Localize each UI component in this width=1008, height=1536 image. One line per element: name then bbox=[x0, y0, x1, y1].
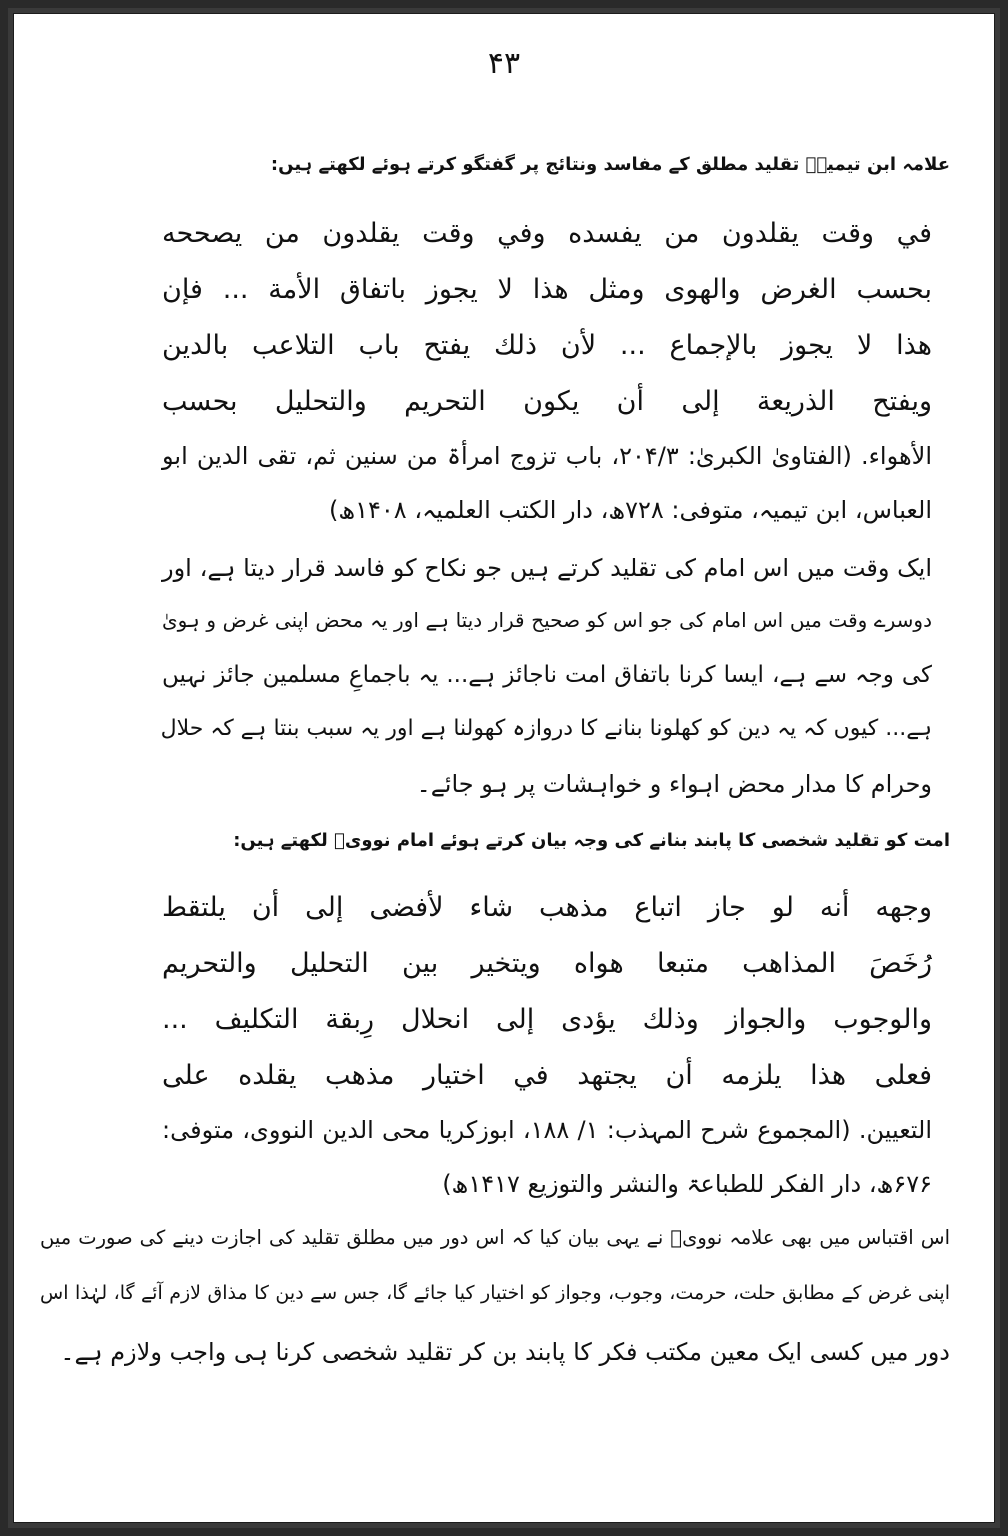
conclusion-line: اپنی غرض کے مطابق حلت، حرمت، وجوب، وجواز کو اختیار کیا جائے گا، جس سے دین کا مذاق لازم آئے گا، لہٰذا اس bbox=[40, 1282, 950, 1304]
conclusion-line: دور میں کسی ایک معین مکتب فکر کا پابند بن کر تقلید شخصی کرنا ہی واجب ولازم ہے۔ bbox=[60, 1338, 950, 1366]
page-number: ۴۳ bbox=[487, 46, 521, 81]
arabic-quote-line: ويفتح الذريعة إلى أن يكون التحريم والتحليل بحسب bbox=[162, 386, 932, 417]
arabic-quote-line: في وقت يقلدون من يفسده وفي وقت يقلدون من يصححه bbox=[162, 218, 932, 249]
citation-line: العباس، ابن تیمیہ، متوفی: ۷۲۸ھ، دار الکتب العلمیہ، ۱۴۰۸ھ) bbox=[329, 496, 932, 524]
arabic-quote-line: هذا لا يجوز بالإجماع ... لأن ذلك يفتح باب التلاعب بالدين bbox=[162, 330, 932, 361]
translation-line: ہے... کیوں کہ یہ دین کو کھلونا بنانے کا دروازہ کھولنا ہے اور یہ سبب بنتا ہے کہ حلال bbox=[160, 716, 932, 741]
arabic-quote-line: فعلى هذا يلزمه أن يجتهد في اختيار مذهب يقلده على bbox=[162, 1060, 932, 1091]
translation-line: وحرام کا مدار محض اہواء و خواہشات پر ہو جائے۔ bbox=[416, 770, 932, 798]
arabic-quote-line: والوجوب والجواز وذلك يؤدى إلى انحلال رِبقة التكليف ... bbox=[162, 1004, 932, 1035]
translation-line: ایک وقت میں اس امام کی تقلید کرتے ہیں جو نکاح کو فاسد قرار دیتا ہے، اور bbox=[162, 554, 932, 582]
citation-line: الأهواء. (الفتاویٰ الکبریٰ: ۲۰۴/۳، باب تزوج امرأۃ من سنین ثم، تقی الدین ابو bbox=[162, 442, 932, 470]
citation-line: ۶۷۶ھ، دار الفکر للطباعۃ والنشر والتوزیع ۱۴۱۷ھ) bbox=[442, 1170, 932, 1198]
citation-line: التعيين. (المجموع شرح المہذب: ۱/ ۱۸۸، ابوزکریا محی الدین النووی، متوفی: bbox=[162, 1116, 932, 1144]
translation-line: کی وجہ سے ہے، ایسا کرنا باتفاق امت ناجائز ہے... یہ باجماعِ مسلمین جائز نہیں bbox=[162, 662, 932, 688]
book-page bbox=[14, 14, 994, 1522]
arabic-quote-line: رُخَصَ المذاهب متبعا هواه ويتخير بين التحليل والتحريم bbox=[162, 948, 932, 979]
intro-imam-nawawi: امت کو تقلید شخصی کا پابند بنانے کی وجہ بیان کرتے ہوئے امام نوویؒ لکھتے ہیں: bbox=[233, 830, 950, 851]
translation-line: دوسرے وقت میں اس امام کی جو اس کو صحیح قرار دیتا ہے اور یہ محض اپنی غرض و ہویٰ bbox=[162, 608, 932, 632]
conclusion-line: اس اقتباس میں بھی علامہ نوویؒ نے یہی بیان کیا کہ اس دور میں مطلق تقلید کی اجازت دینے کی صورت میں bbox=[40, 1226, 950, 1249]
arabic-quote-line: وجهه أنه لو جاز اتباع مذهب شاء لأفضى إلى أن يلتقط bbox=[162, 892, 932, 923]
intro-ibn-taymiyyah: علامہ ابن تیمیہؒ تقلید مطلق کے مفاسد ونتائج پر گفتگو کرتے ہوئے لکھتے ہیں: bbox=[270, 154, 950, 175]
arabic-quote-line: بحسب الغرض والهوى ومثل هذا لا يجوز باتفاق الأمة ... فإن bbox=[162, 274, 932, 305]
